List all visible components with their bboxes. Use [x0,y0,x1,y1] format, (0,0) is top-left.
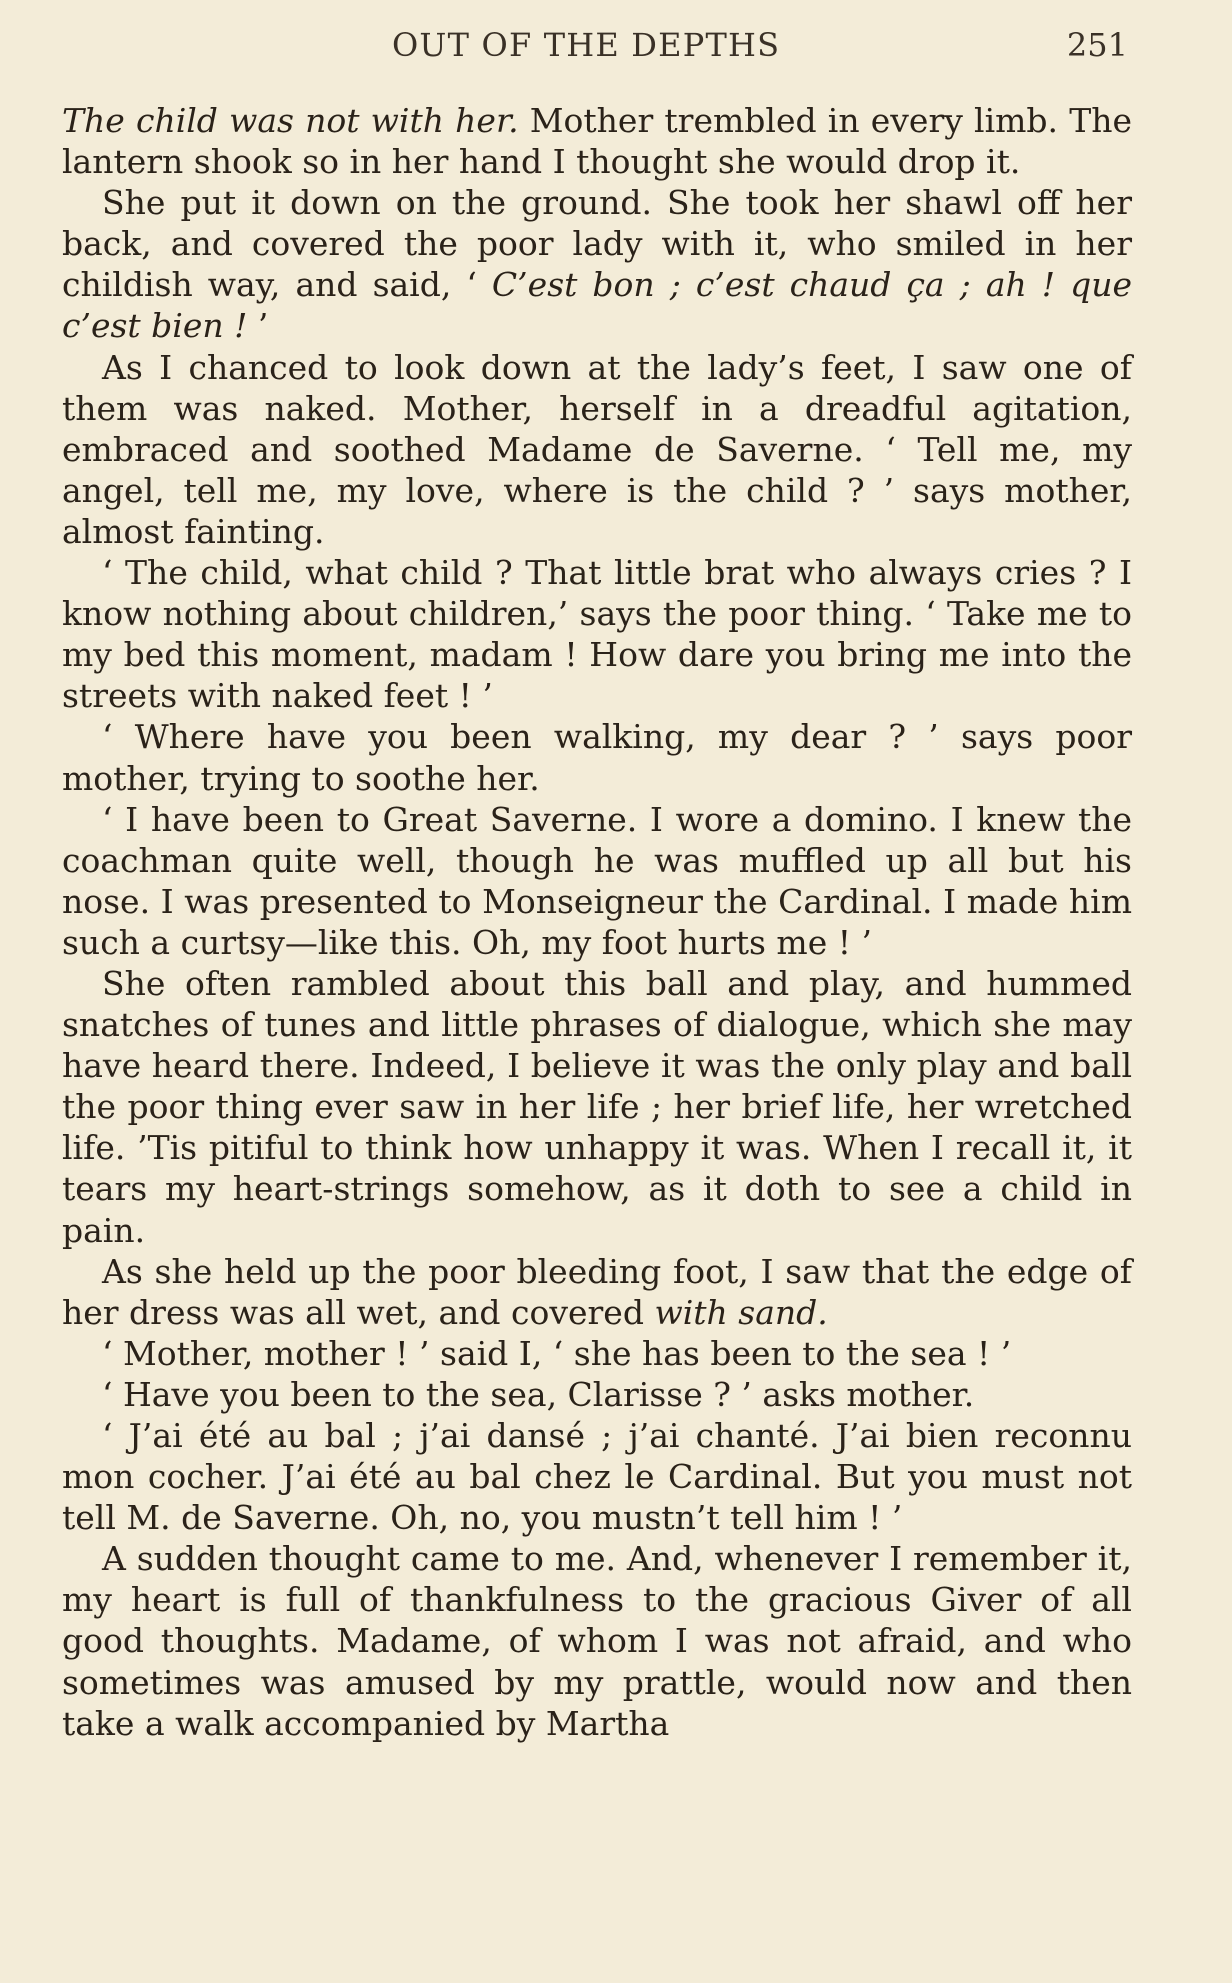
paragraph [62,182,1132,346]
text-segment: ‘ Have you been to the sea, Clarisse ? ’ asks mother. [102,1374,975,1414]
body-text [62,100,1132,1744]
text-segment: A sudden thought came to me. And, whenever I remember it, my heart is full of thankfulness to the gracious Giver of all good thoughts. Madame, of whom I was not afraid, and who sometimes was amused by my prattle, would now and then take a walk accompanied by Martha [62,1539,1132,1743]
paragraph [62,347,1132,552]
paragraph [62,100,1132,182]
text-segment: ’ [247,306,269,346]
text-segment: ‘ J’ai été au bal ; j’ai dansé ; j’ai chanté. J’ai bien reconnu mon cocher. J’ai été au bal chez le Cardinal. But you must not tell M. de Saverne. Oh, no, you mustn’t tell him ! ’ [62,1416,1132,1538]
paragraph [62,552,1132,716]
text-segment: ‘ Mother, mother ! ’ said I, ‘ she has been to the sea ! ’ [102,1333,1012,1373]
text-segment: Mother trembled in every limb. The lantern shook so in her hand I thought she would drop it. [62,101,1133,182]
paragraph [62,1251,1132,1333]
text-segment: C’est bon ; c’est chaud ça ; ah ! que c’est bien ! [62,265,1132,346]
paragraph [62,1333,1132,1374]
paragraph [62,963,1132,1251]
text-segment: She often rambled about this ball and play, and hummed snatches of tunes and little phrases of dialogue, which she may have heard there. Indeed, I believe it was the only play and ball the poor thing ever saw in her life ; her brief life, her wretched life. ’Tis pitiful to think how unhappy it was. When I recall it, it tears my heart-strings somehow, as it doth to see a child in pain. [62,963,1132,1250]
page-number: 251 [1066,26,1128,64]
text-segment: The child was not with her. [62,101,519,140]
paragraph [62,1538,1132,1743]
text-segment: As I chanced to look down at the lady’s feet, I saw one of them was naked. Mother, herself in a dreadful agitation, embraced and soothed Madame de Saverne. ‘ Tell me, my angel, tell me, my love, where is the child ? ’ says mother, almost fainting. [62,347,1132,551]
text-segment: with sand. [654,1292,828,1332]
paragraph [62,716,1132,798]
text-segment: ‘ Where have you been walking, my dear ? ’ says poor mother, trying to soothe her. [62,717,1132,798]
paragraph [62,1374,1132,1415]
running-head: OUT OF THE DEPTHS [392,26,781,64]
text-segment: ‘ The child, what child ? That little brat who always cries ? I know nothing about children,’ says the poor thing. ‘ Take me to my bed this moment, madam ! How dare you bring me into the streets with naked feet ! ’ [62,553,1132,716]
text-segment: She put it down on the ground. She took her shawl off her back, and covered the poor lady with it, who smiled in her childish way, and said, ‘ [62,183,1132,305]
paragraph [62,799,1132,963]
page-header [62,26,1128,70]
paragraph [62,1415,1132,1538]
text-segment: ‘ I have been to Great Saverne. I wore a domino. I knew the coachman quite well, though he was muffled up all but his nose. I was presented to Monseigneur the Cardinal. I made him such a curtsy—like this. Oh, my foot hurts me ! ’ [62,799,1132,962]
text-segment: As she held up the poor bleeding foot, I saw that the edge of her dress was all wet, and covered [62,1251,1132,1332]
